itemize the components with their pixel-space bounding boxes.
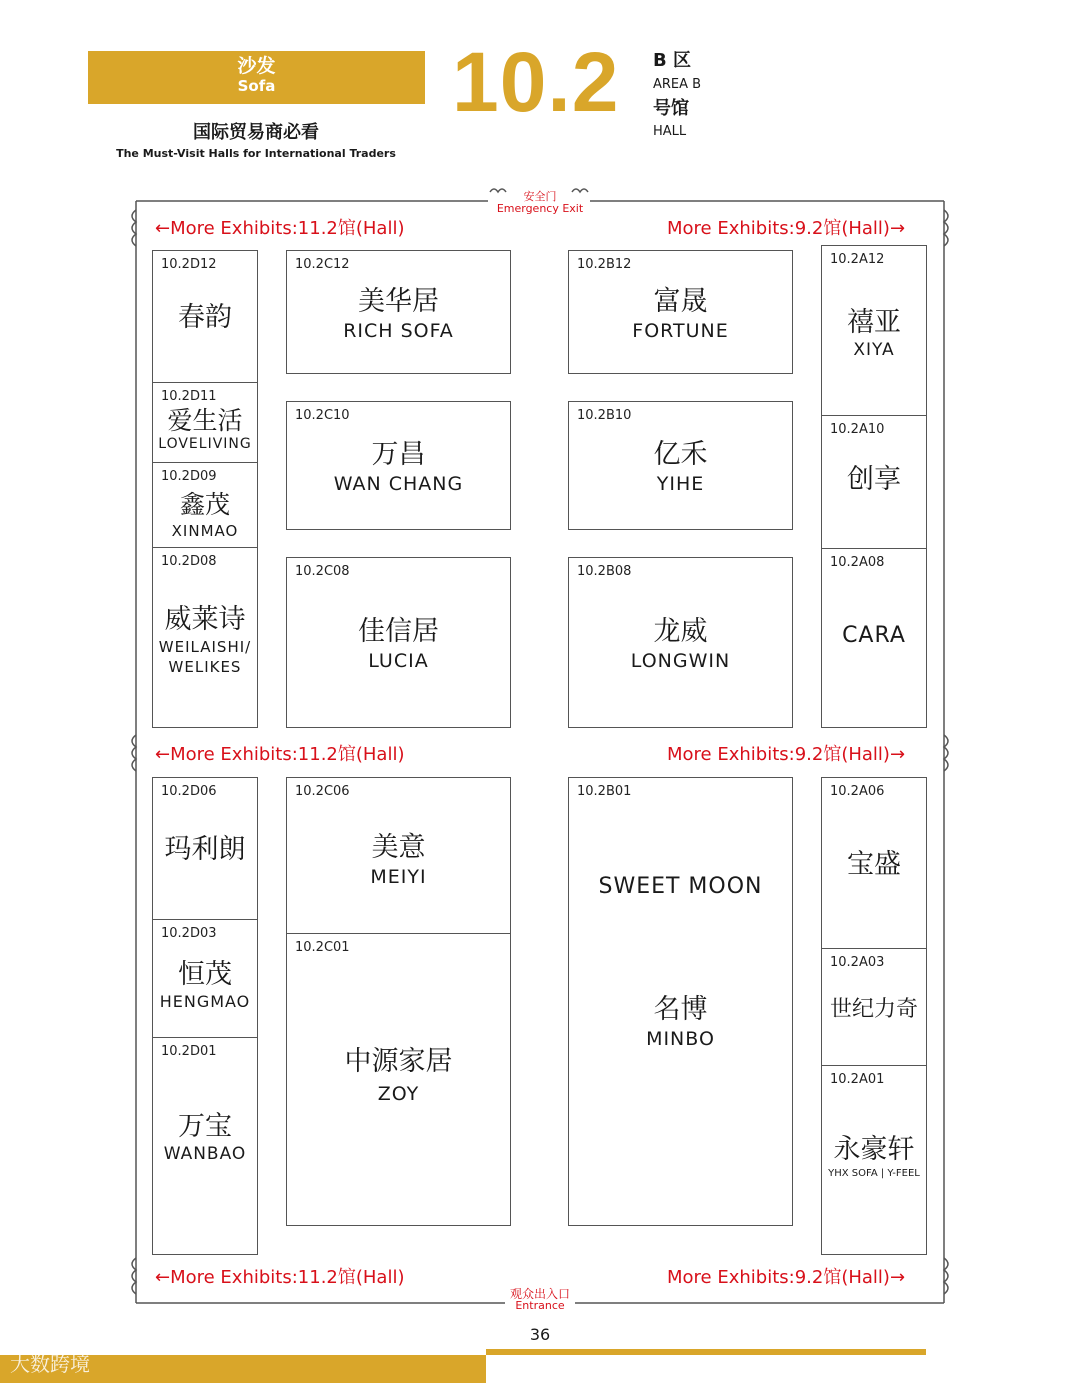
booth-10-2d03[interactable]	[152, 919, 258, 1038]
booth-10-2b10[interactable]	[568, 401, 793, 530]
booth-id: 10.2C12	[295, 257, 350, 272]
more-exhibits-left-bottom[interactable]: ←More Exhibits:11.2馆(Hall)	[155, 1267, 405, 1288]
booth-10-2b12[interactable]	[568, 250, 793, 374]
footer-bar-right	[486, 1349, 926, 1355]
booth-name-en: LONGWIN	[630, 650, 731, 672]
booth-10-2c12[interactable]	[286, 250, 511, 374]
hall-cn: 号馆	[653, 98, 689, 119]
booth-name-en: LOVELIVING	[158, 436, 252, 452]
more-exhibits-right-bottom[interactable]: More Exhibits:9.2馆(Hall)→	[667, 1267, 906, 1288]
booth-10-2d11[interactable]	[152, 382, 258, 463]
emergency-exit-en: Emergency Exit	[496, 202, 584, 215]
more-exhibits-right-middle[interactable]: More Exhibits:9.2馆(Hall)→	[667, 744, 906, 765]
booth-id: 10.2A03	[830, 955, 885, 970]
booth-name-en: FORTUNE	[632, 320, 729, 342]
booth-name-cn: 春韵	[178, 302, 232, 333]
booth-name-cn: 世纪力奇	[829, 997, 918, 1022]
booth-name-cn: 龙威	[653, 616, 708, 647]
entrance-cn: 观众出入口	[509, 1287, 570, 1301]
booth-name-en-top: SWEET MOON	[598, 874, 763, 899]
booth-id: 10.2B08	[577, 564, 632, 579]
booth-name-en: YHX SOFA | Y-FEEL	[828, 1168, 920, 1179]
booth-id: 10.2A08	[830, 555, 885, 570]
page-number: 36	[529, 1325, 551, 1344]
more-exhibits-left-top[interactable]: ←More Exhibits:11.2馆(Hall)	[155, 218, 405, 239]
booth-id: 10.2B01	[577, 784, 632, 799]
emergency-exit-label	[480, 191, 600, 215]
booth-10-2c01[interactable]	[286, 933, 511, 1226]
booth-name-cn: 宝盛	[847, 849, 901, 880]
booth-name-cn: 美华居	[358, 286, 439, 317]
booth-10-2c10[interactable]	[286, 401, 511, 530]
booth-id: 10.2A10	[830, 422, 885, 437]
watermark: 大数跨境	[10, 1352, 90, 1376]
booth-name-en: XIYA	[853, 340, 895, 360]
booth-id: 10.2D01	[161, 1044, 217, 1059]
booth-name-en: XINMAO	[171, 522, 239, 540]
booth-name-cn: 万昌	[371, 439, 426, 470]
booth-10-2c08[interactable]	[286, 557, 511, 728]
booth-10-2a06[interactable]	[821, 777, 927, 949]
booth-name-en: RICH SOFA	[343, 320, 454, 342]
booth-name-cn: 玛利朗	[164, 834, 246, 865]
booth-10-2c06[interactable]	[286, 777, 511, 934]
booth-name-cn: 富晟	[653, 286, 708, 317]
entrance-label	[480, 1288, 600, 1312]
booth-name-cn: 恒茂	[178, 959, 232, 990]
booth-name-en: YIHE	[656, 473, 705, 495]
booth-id: 10.2D11	[161, 389, 217, 404]
booth-name-en: MEIYI	[370, 866, 427, 888]
booth-10-2d01[interactable]	[152, 1037, 258, 1255]
booth-10-2a12[interactable]	[821, 245, 927, 416]
booth-name-cn: 创享	[847, 464, 901, 495]
entrance-en: Entrance	[515, 1299, 565, 1312]
booth-id: 10.2C06	[295, 784, 350, 799]
booth-id: 10.2D06	[161, 784, 217, 799]
more-exhibits-right-top[interactable]: More Exhibits:9.2馆(Hall)→	[667, 218, 906, 239]
subtitle-en: The Must-Visit Halls for International Traders	[116, 147, 396, 160]
booth-10-2a01[interactable]	[821, 1065, 927, 1255]
hall-number: 10.2	[452, 35, 620, 129]
booth-10-2d06[interactable]	[152, 777, 258, 920]
booth-id: 10.2D08	[161, 554, 217, 569]
booth-name-en-2: WELIKES	[168, 658, 242, 676]
booth-id: 10.2A12	[830, 252, 885, 267]
more-exhibits-left-middle[interactable]: ←More Exhibits:11.2馆(Hall)	[155, 744, 405, 765]
booth-name-cn: 禧亚	[847, 307, 901, 338]
booth-10-2b08[interactable]	[568, 557, 793, 728]
booth-id: 10.2A01	[830, 1072, 885, 1087]
booth-id: 10.2D09	[161, 469, 217, 484]
booth-10-2a08[interactable]	[821, 548, 927, 728]
booth-name-cn: 威莱诗	[164, 604, 246, 635]
booth-name-cn: 佳信居	[358, 616, 439, 647]
booth-id: 10.2C10	[295, 408, 350, 423]
booth-10-2d12[interactable]	[152, 250, 258, 383]
booth-name-cn: 中源家居	[344, 1046, 453, 1077]
booth-10-2b01[interactable]	[568, 777, 793, 1226]
booth-id: 10.2B10	[577, 408, 632, 423]
booth-name-cn: 万宝	[178, 1111, 232, 1142]
booth-10-2d08[interactable]	[152, 547, 258, 728]
booth-name-en: CARA	[842, 623, 906, 648]
category-cn: 沙发	[237, 55, 276, 77]
hall-en: HALL	[653, 124, 687, 139]
booth-name-cn: 美意	[371, 832, 426, 863]
booth-id: 10.2C08	[295, 564, 350, 579]
booth-name-cn: 名博	[653, 994, 708, 1025]
booth-id: 10.2A06	[830, 784, 885, 799]
booth-name-cn: 鑫茂	[179, 490, 230, 519]
booth-name-cn: 亿禾	[653, 439, 708, 470]
booth-id: 10.2D12	[161, 257, 217, 272]
booth-name-en: WEILAISHI/	[158, 638, 252, 656]
area-cn: B 区	[653, 50, 691, 71]
booth-10-2d09[interactable]	[152, 462, 258, 548]
booth-10-2a10[interactable]	[821, 415, 927, 549]
booth-name-en: WANBAO	[163, 1144, 247, 1164]
booth-id: 10.2C01	[295, 940, 350, 955]
booth-10-2a03[interactable]	[821, 948, 927, 1066]
booth-id: 10.2B12	[577, 257, 632, 272]
booth-name-en: WAN CHANG	[333, 473, 464, 495]
area-en: AREA B	[653, 77, 702, 92]
booth-name-cn: 爱生活	[167, 406, 243, 435]
emergency-exit-cn: 安全门	[523, 190, 557, 203]
subtitle-cn: 国际贸易商必看	[193, 122, 319, 143]
category-en: Sofa	[237, 77, 276, 95]
booth-name-en: LUCIA	[368, 650, 429, 672]
booth-name-en: MINBO	[646, 1028, 715, 1050]
booth-id: 10.2D03	[161, 926, 217, 941]
booth-name-cn: 永豪轩	[833, 1134, 915, 1165]
booth-name-en: HENGMAO	[159, 992, 251, 1011]
booth-name-en: ZOY	[377, 1083, 420, 1105]
